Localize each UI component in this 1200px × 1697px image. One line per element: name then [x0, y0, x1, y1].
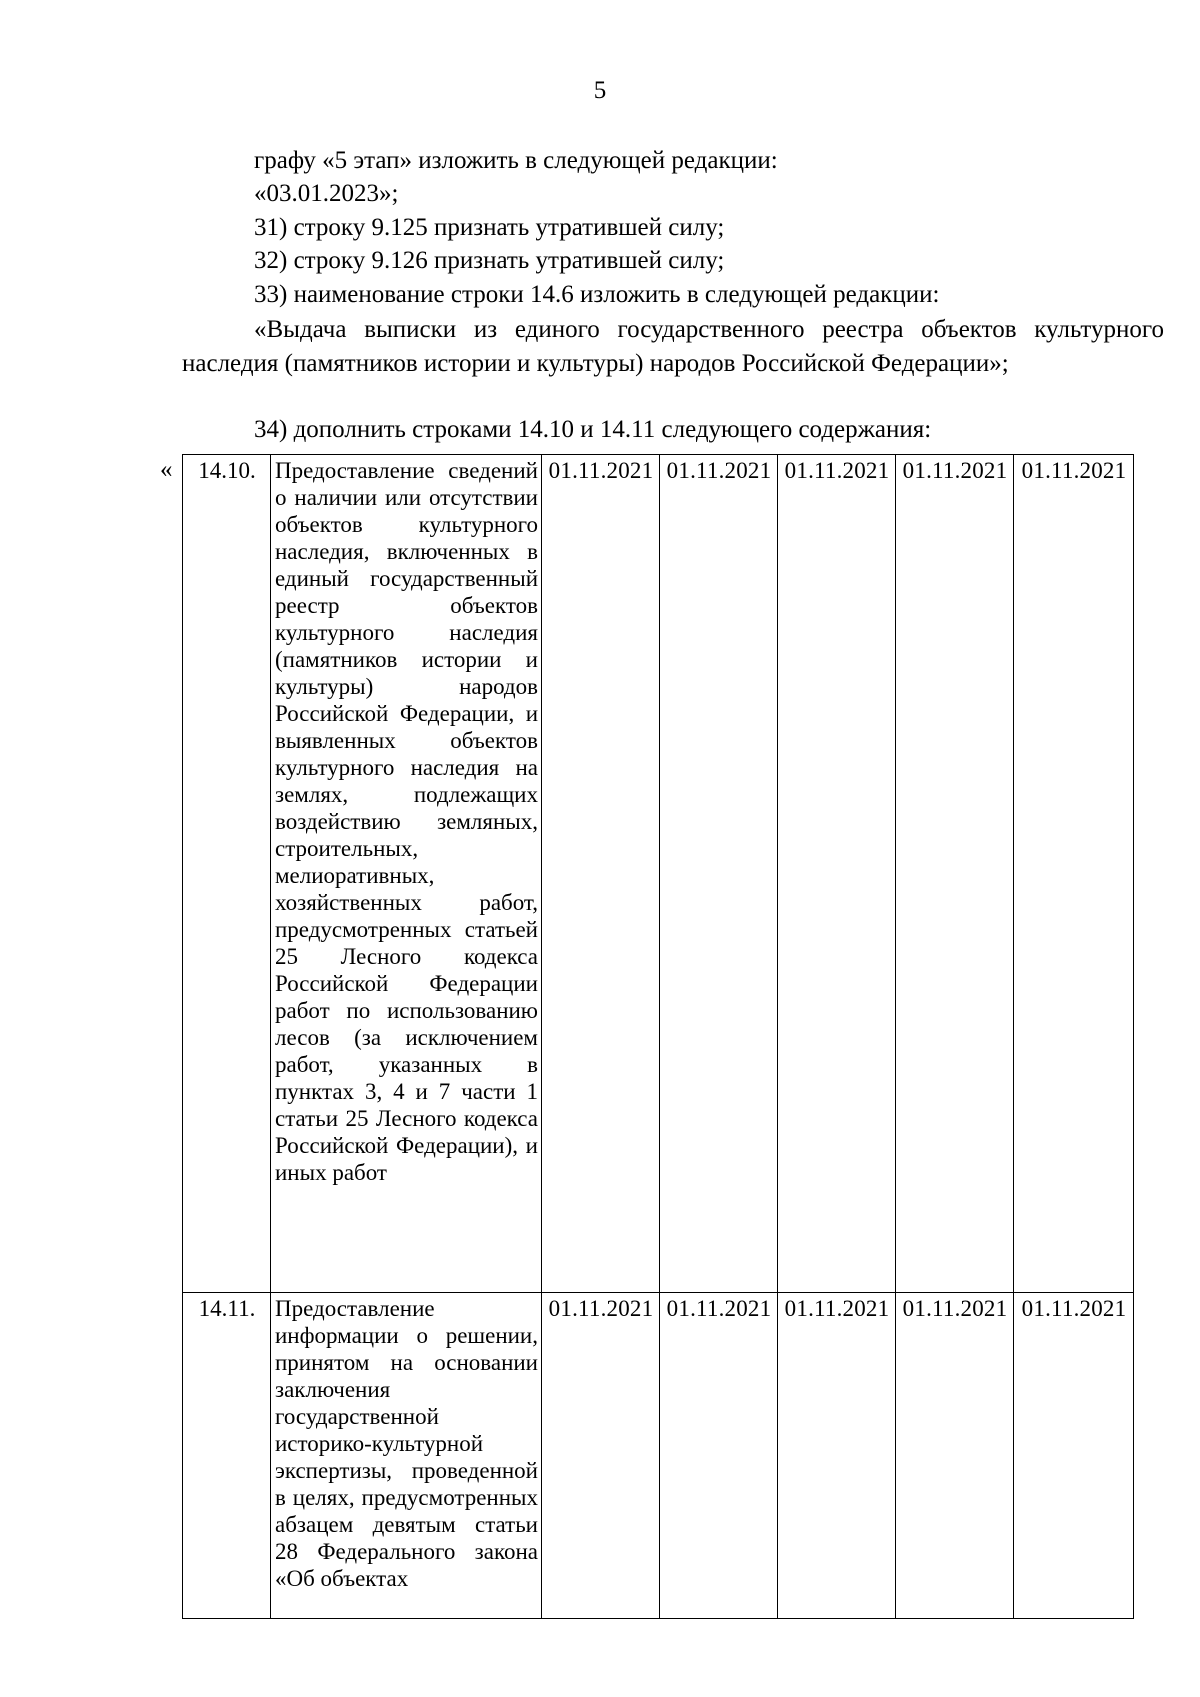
date-cell: 01.11.2021 — [1014, 1293, 1134, 1619]
date-cell: 01.11.2021 — [660, 1293, 778, 1619]
row-number: 14.10. — [183, 455, 271, 1293]
date-cell: 01.11.2021 — [778, 455, 896, 1293]
date-cell: 01.11.2021 — [778, 1293, 896, 1619]
row-name: Предоставление информации о решении, принятом на основании заключения государственной историко-культурной экспертизы, проведенной в целях, предусмотренных абзацем девятым статьи 28 Федерального закона «Об объектах — [271, 1293, 542, 1619]
date-cell: 01.11.2021 — [896, 455, 1014, 1293]
paragraph-item-33: 33) наименование строки 14.6 изложить в следующей редакции: — [254, 281, 940, 308]
page-number: 5 — [593, 77, 607, 104]
row-number: 14.11. — [183, 1293, 271, 1619]
date-cell: 01.11.2021 — [660, 455, 778, 1293]
opening-quote: « — [160, 456, 173, 483]
paragraph-item-34: 34) дополнить строками 14.10 и 14.11 следующего содержания: — [254, 416, 932, 443]
table-row — [183, 455, 1134, 1293]
date-cell: 01.11.2021 — [542, 1293, 660, 1619]
rows-table — [182, 454, 1134, 1619]
paragraph-item-32: 32) строку 9.126 признать утратившей силу; — [254, 247, 725, 274]
paragraph-item-31: 31) строку 9.125 признать утратившей силу; — [254, 214, 725, 241]
row-name: Предоставление сведений о наличии или отсутствии объектов культурного наследия, включенных в единый государственный реестр объектов культурного наследия (памятников истории и культуры) народов Российской Федерации, и выявленных объектов культурного наследия на землях, подлежащих воздействию земляных, строительных, мелиоративных, хозяйственных работ, предусмотренных статьей 25 Лесного кодекса Российской Федерации работ по использованию лесов (за исключением работ, указанных в пунктах 3, 4 и 7 части 1 статьи 25 Лесного кодекса Российской Федерации), и иных работ — [271, 455, 542, 1293]
date-cell: 01.11.2021 — [542, 455, 660, 1293]
table-row — [183, 1293, 1134, 1619]
paragraph-column-5: графу «5 этап» изложить в следующей редакции: — [254, 147, 778, 174]
date-cell: 01.11.2021 — [896, 1293, 1014, 1619]
paragraph-new-name: «Выдача выписки из единого государственного реестра объектов культурного наследия (памятников истории и культуры) народов Российской Федерации»; — [182, 316, 1164, 377]
paragraph-date-value: «03.01.2023»; — [254, 180, 399, 207]
date-cell: 01.11.2021 — [1014, 455, 1134, 1293]
